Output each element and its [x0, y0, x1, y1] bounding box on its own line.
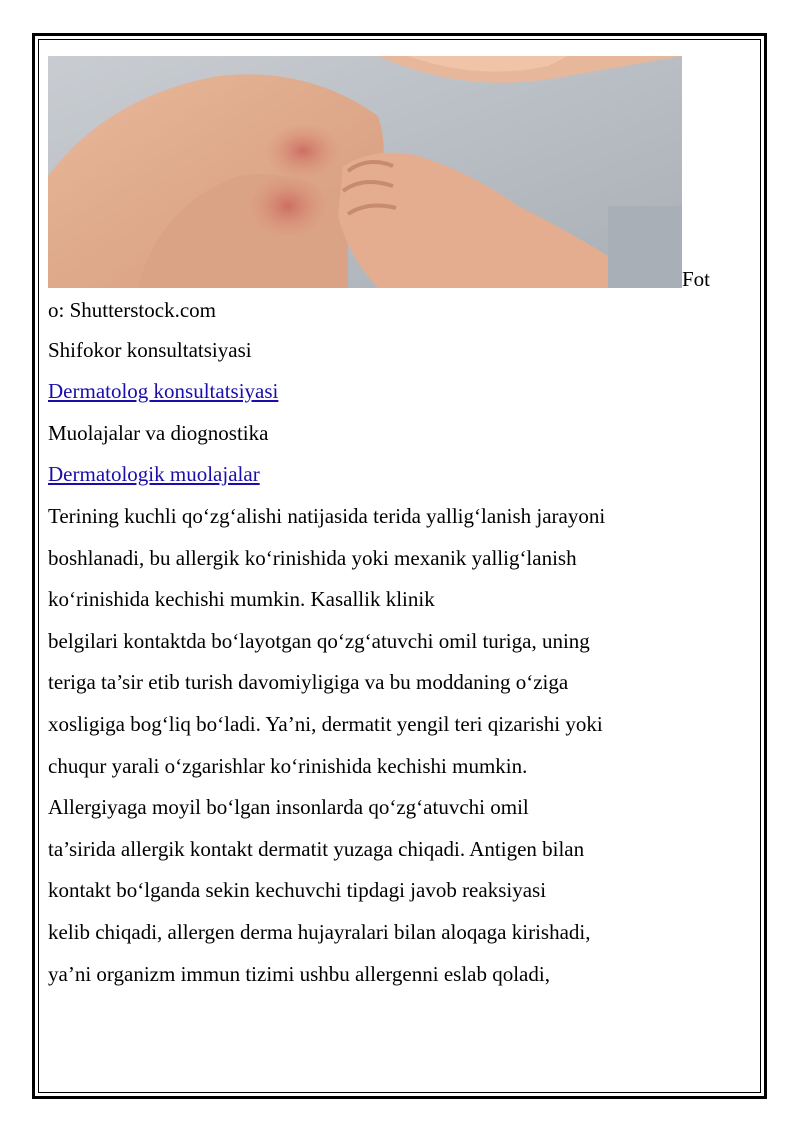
- body-line: belgilari kontaktda bo‘layotgan qo‘zg‘atuvchi omil turiga, uning: [48, 628, 590, 653]
- body-line: chuqur yarali o‘zgarishlar ko‘rinishida kechishi mumkin.: [48, 753, 528, 778]
- dermatologist-consultation-link[interactable]: Dermatolog konsultatsiyasi: [48, 379, 279, 404]
- photo-caption-end: o: Shutterstock.com: [48, 298, 216, 322]
- section-title-treatments: Muolajalar va diognostika: [48, 420, 269, 445]
- body-line: xosligiga bog‘liq bo‘ladi. Ya’ni, dermatit yengil teri qizarishi yoki: [48, 711, 603, 736]
- body-line: Terining kuchli qo‘zg‘alishi natijasida terida yallig‘lanish jarayoni: [48, 503, 606, 528]
- body-line: kontakt bo‘lganda sekin kechuvchi tipdagi javob reaksiyasi: [48, 878, 547, 903]
- document-content: [48, 56, 728, 995]
- body-line: ya’ni organizm immun tizimi ushbu allergenni eslab qoladi,: [48, 961, 550, 986]
- dermatologic-treatments-link[interactable]: Dermatologik muolajalar: [48, 462, 260, 487]
- elbow-rash-illustration: [48, 56, 682, 288]
- photo-block: [48, 56, 728, 291]
- photo-caption-start: Fot: [682, 267, 711, 291]
- body-line: Allergiyaga moyil bo‘lgan insonlarda qo‘zg‘atuvchi omil: [48, 795, 529, 820]
- article-photo: [48, 56, 682, 288]
- body-line: kelib chiqadi, allergen derma hujayralari bilan aloqaga kirishadi,: [48, 919, 591, 944]
- section-title-consultation: Shifokor konsultatsiyasi: [48, 337, 252, 362]
- body-line: boshlanadi, bu allergik ko‘rinishida yoki mexanik yallig‘lanish: [48, 545, 577, 570]
- body-line: teriga ta’sir etib turish davomiyligiga va bu moddaning o‘ziga: [48, 670, 569, 695]
- body-line: ta’sirida allergik kontakt dermatit yuzaga chiqadi. Antigen bilan: [48, 836, 585, 861]
- article-body: [48, 496, 728, 995]
- body-line: ko‘rinishida kechishi mumkin. Kasallik klinik: [48, 587, 435, 612]
